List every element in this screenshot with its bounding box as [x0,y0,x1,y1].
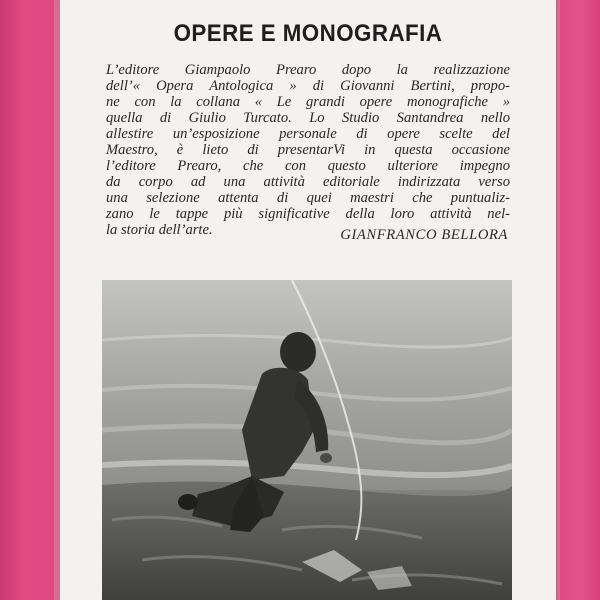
author-signature: GIANFRANCO BELLORA [340,227,508,243]
beach-sand [102,481,512,600]
pink-cover-right [554,0,600,600]
paragraph-line-8: da corpo ad una attività editoriale indirizzata verso [106,174,510,190]
paragraph-line-11: la storia dell’arte. [106,222,213,238]
pink-cover-left [0,0,60,600]
paragraph-line-5: allestire un’esposizione personale di opere scelte del [106,126,510,142]
paragraph-line-3: ne con la collana « Le grandi opere monografiche » [106,94,510,110]
body-paragraph [106,62,510,238]
paragraph-line-2: dell’« Opera Antologica » di Giovanni Bertini, propo- [106,78,510,94]
photo-drawing [102,280,512,600]
paragraph-line-6: Maestro, è lieto di presentarVi in questa occasione [106,142,510,158]
page-title: OPERE E MONOGRAFIA [173,20,443,47]
paragraph-line-7: l’editore Prearo, che con questo ulteriore impegno [106,158,510,174]
paragraph-line-4: quella di Giulio Turcato. Lo Studio Santandrea nello [106,110,510,126]
paragraph-line-1: L’editore Giampaolo Prearo dopo la realizzazione [106,62,510,78]
book-page [60,0,556,600]
paragraph-line-10: zano le tappe più significative della loro attività nel- [106,206,510,222]
paragraph-line-9: una selezione attenta di quei maestri che puntualiz- [106,190,510,206]
photograph [102,280,512,600]
